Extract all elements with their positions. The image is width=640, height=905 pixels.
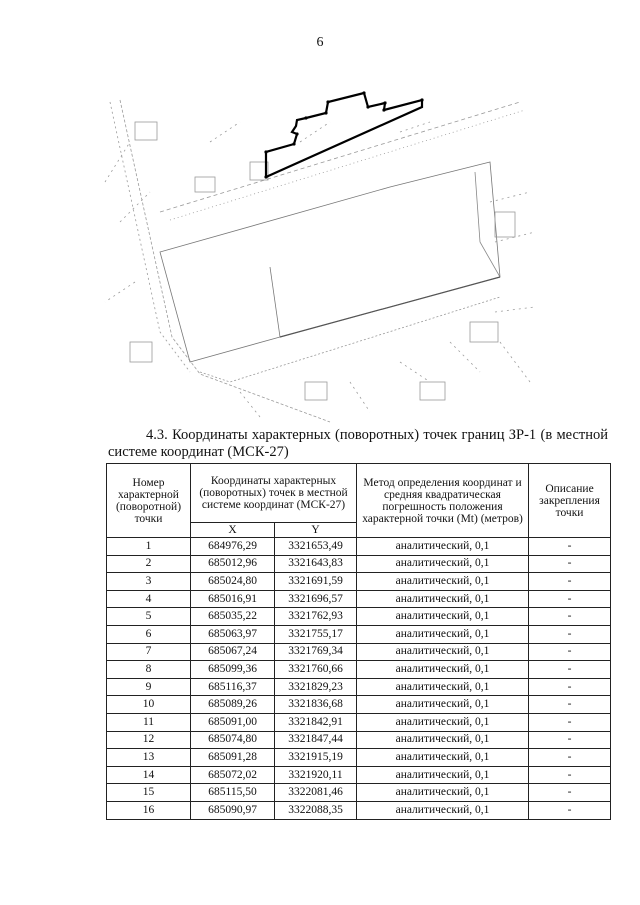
table-row bbox=[107, 749, 611, 767]
cell-x: 685012,96 bbox=[191, 555, 275, 573]
table-row bbox=[107, 625, 611, 643]
cell-description: - bbox=[529, 643, 611, 661]
header-description: Описание закрепления точки bbox=[529, 464, 611, 538]
cell-method: аналитический, 0,1 bbox=[357, 643, 529, 661]
header-x: X bbox=[191, 523, 275, 538]
section-title: 4.3. Координаты характерных (поворотных) точек границ ЗР-1 (в местной системе координат (МСК-27) bbox=[108, 427, 608, 460]
cell-point-number: 15 bbox=[107, 784, 191, 802]
table-row bbox=[107, 661, 611, 679]
table-row bbox=[107, 608, 611, 626]
cell-point-number: 16 bbox=[107, 801, 191, 819]
cell-point-number: 4 bbox=[107, 590, 191, 608]
cell-description: - bbox=[529, 538, 611, 556]
cell-description: - bbox=[529, 696, 611, 714]
cell-x: 685091,00 bbox=[191, 713, 275, 731]
header-point-number: Номер характерной (поворотной) точки bbox=[107, 464, 191, 538]
cell-y: 3321920,11 bbox=[275, 766, 357, 784]
cell-y: 3321836,68 bbox=[275, 696, 357, 714]
cell-y: 3321653,49 bbox=[275, 538, 357, 556]
cell-x: 685063,97 bbox=[191, 625, 275, 643]
table-row bbox=[107, 801, 611, 819]
cell-point-number: 3 bbox=[107, 573, 191, 591]
cell-y: 3321696,57 bbox=[275, 590, 357, 608]
coordinates-table bbox=[106, 463, 611, 820]
table-row bbox=[107, 784, 611, 802]
cell-x: 685016,91 bbox=[191, 590, 275, 608]
cell-y: 3322081,46 bbox=[275, 784, 357, 802]
cell-description: - bbox=[529, 573, 611, 591]
cell-point-number: 9 bbox=[107, 678, 191, 696]
parcel-boundary bbox=[264, 91, 423, 178]
cell-method: аналитический, 0,1 bbox=[357, 731, 529, 749]
cell-x: 685116,37 bbox=[191, 678, 275, 696]
cell-point-number: 6 bbox=[107, 625, 191, 643]
cell-x: 685099,36 bbox=[191, 661, 275, 679]
table-row bbox=[107, 590, 611, 608]
cell-point-number: 14 bbox=[107, 766, 191, 784]
cell-y: 3321847,44 bbox=[275, 731, 357, 749]
cell-y: 3321762,93 bbox=[275, 608, 357, 626]
cell-y: 3321760,66 bbox=[275, 661, 357, 679]
cell-x: 685091,28 bbox=[191, 749, 275, 767]
table-row bbox=[107, 713, 611, 731]
cell-y: 3321769,34 bbox=[275, 643, 357, 661]
cell-method: аналитический, 0,1 bbox=[357, 608, 529, 626]
cell-method: аналитический, 0,1 bbox=[357, 661, 529, 679]
page-number: 6 bbox=[316, 35, 324, 50]
cell-point-number: 12 bbox=[107, 731, 191, 749]
cell-x: 685115,50 bbox=[191, 784, 275, 802]
cell-description: - bbox=[529, 801, 611, 819]
cell-x: 685090,97 bbox=[191, 801, 275, 819]
cell-y: 3321829,23 bbox=[275, 678, 357, 696]
cell-description: - bbox=[529, 625, 611, 643]
cell-method: аналитический, 0,1 bbox=[357, 696, 529, 714]
cell-x: 685067,24 bbox=[191, 643, 275, 661]
cell-x: 685074,80 bbox=[191, 731, 275, 749]
cell-method: аналитический, 0,1 bbox=[357, 766, 529, 784]
cell-x: 685024,80 bbox=[191, 573, 275, 591]
cell-y: 3322088,35 bbox=[275, 801, 357, 819]
cell-x: 685035,22 bbox=[191, 608, 275, 626]
table-row bbox=[107, 643, 611, 661]
cell-method: аналитический, 0,1 bbox=[357, 784, 529, 802]
cell-description: - bbox=[529, 766, 611, 784]
cell-method: аналитический, 0,1 bbox=[357, 573, 529, 591]
cell-point-number: 7 bbox=[107, 643, 191, 661]
cell-y: 3321643,83 bbox=[275, 555, 357, 573]
map-background bbox=[105, 100, 535, 422]
cell-point-number: 5 bbox=[107, 608, 191, 626]
cell-description: - bbox=[529, 749, 611, 767]
cell-description: - bbox=[529, 608, 611, 626]
cell-description: - bbox=[529, 590, 611, 608]
cell-method: аналитический, 0,1 bbox=[357, 678, 529, 696]
table-row bbox=[107, 766, 611, 784]
table-row bbox=[107, 573, 611, 591]
cell-method: аналитический, 0,1 bbox=[357, 590, 529, 608]
cell-description: - bbox=[529, 555, 611, 573]
cell-y: 3321915,19 bbox=[275, 749, 357, 767]
cell-x: 685072,02 bbox=[191, 766, 275, 784]
header-coordinates: Координаты характерных (поворотных) точек в местной системе координат (МСК-27) bbox=[191, 464, 357, 523]
cell-method: аналитический, 0,1 bbox=[357, 749, 529, 767]
cell-y: 3321691,59 bbox=[275, 573, 357, 591]
cell-method: аналитический, 0,1 bbox=[357, 713, 529, 731]
cell-method: аналитический, 0,1 bbox=[357, 625, 529, 643]
table-row bbox=[107, 696, 611, 714]
cell-x: 684976,29 bbox=[191, 538, 275, 556]
cell-point-number: 1 bbox=[107, 538, 191, 556]
cell-x: 685089,26 bbox=[191, 696, 275, 714]
cell-description: - bbox=[529, 678, 611, 696]
cell-point-number: 2 bbox=[107, 555, 191, 573]
header-method: Метод определения координат и средняя квадратическая погрешность положения характерной точки (Mt) (метров) bbox=[357, 464, 529, 538]
cell-description: - bbox=[529, 713, 611, 731]
cell-description: - bbox=[529, 731, 611, 749]
cell-point-number: 11 bbox=[107, 713, 191, 731]
cell-point-number: 13 bbox=[107, 749, 191, 767]
cell-y: 3321755,17 bbox=[275, 625, 357, 643]
table-row bbox=[107, 555, 611, 573]
cell-point-number: 10 bbox=[107, 696, 191, 714]
boundary-map bbox=[100, 82, 540, 427]
cell-description: - bbox=[529, 661, 611, 679]
cell-method: аналитический, 0,1 bbox=[357, 538, 529, 556]
table-row bbox=[107, 731, 611, 749]
cell-point-number: 8 bbox=[107, 661, 191, 679]
cell-method: аналитический, 0,1 bbox=[357, 555, 529, 573]
cell-method: аналитический, 0,1 bbox=[357, 801, 529, 819]
table-row bbox=[107, 678, 611, 696]
header-y: Y bbox=[275, 523, 357, 538]
table-row bbox=[107, 538, 611, 556]
cell-description: - bbox=[529, 784, 611, 802]
cell-y: 3321842,91 bbox=[275, 713, 357, 731]
